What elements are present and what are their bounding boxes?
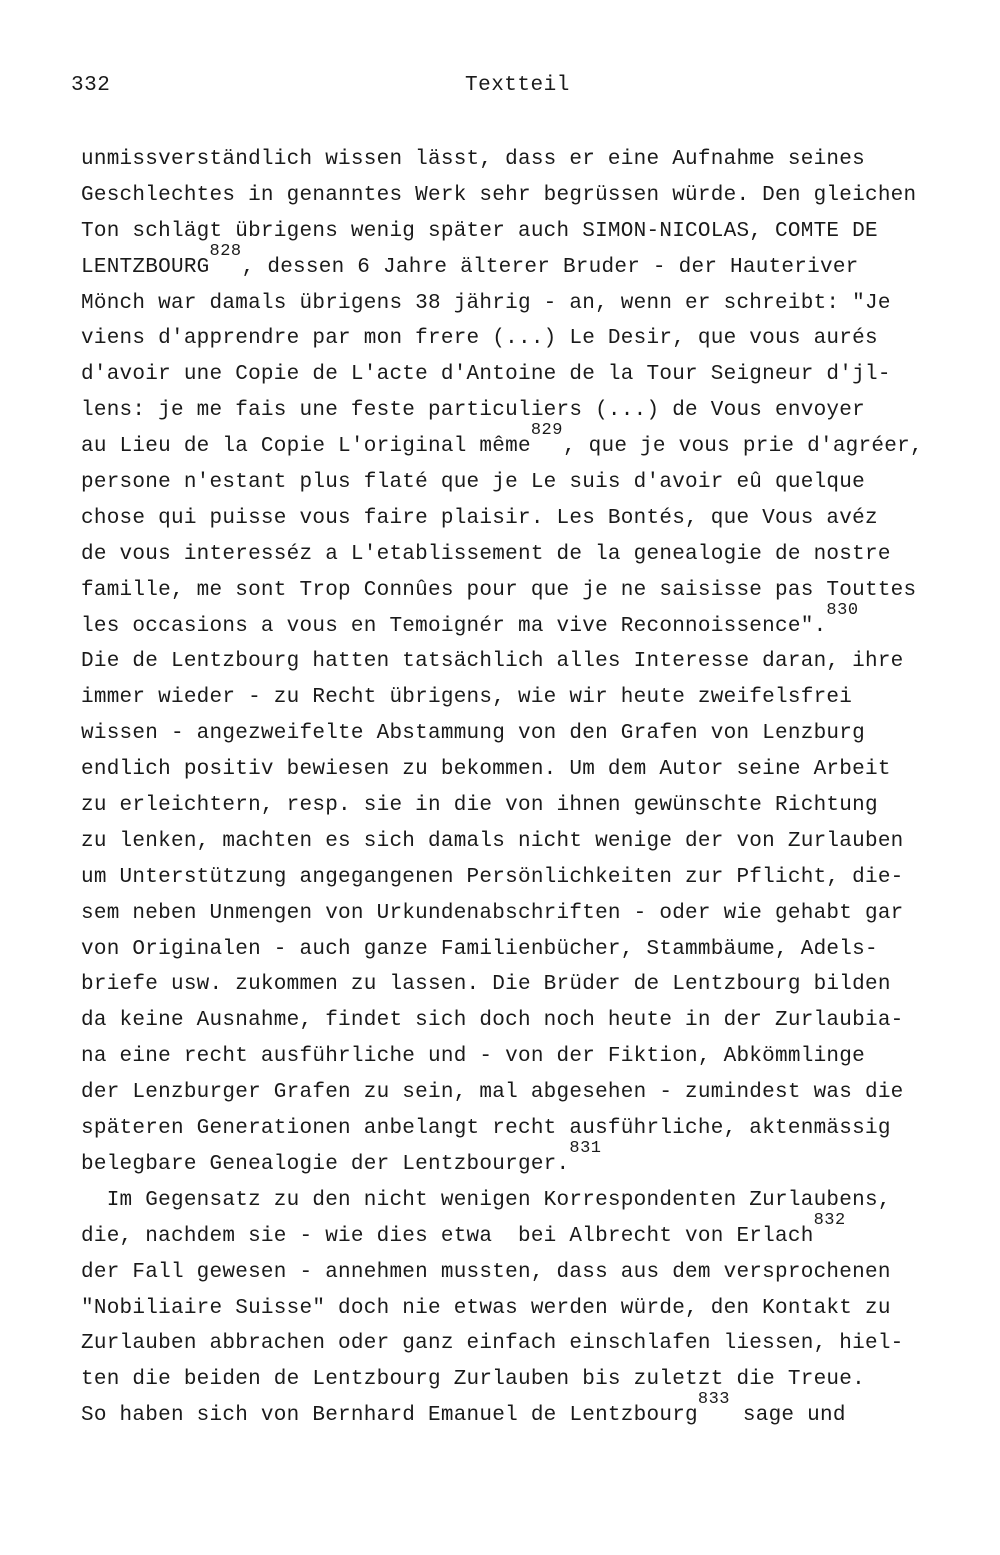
text-segment: Die de Lentzbourg hatten tatsächlich alles Interesse daran, ihre xyxy=(81,650,904,674)
text-line xyxy=(81,357,981,393)
text-line xyxy=(81,752,981,788)
text-segment: , dessen 6 Jahre älterer Bruder - der Hauteriver xyxy=(241,255,859,279)
text-line xyxy=(81,1291,981,1327)
text-segment: um Unterstützung angegangenen Persönlichkeiten zur Pflicht, die- xyxy=(81,865,904,889)
text-segment: wissen - angezweifelte Abstammung von den Grafen von Lenzburg xyxy=(81,722,865,746)
text-segment: da keine Ausnahme, findet sich doch noch heute in der Zurlaubia- xyxy=(81,1009,904,1033)
footnote-marker: 832 xyxy=(813,1210,846,1230)
text-segment: "Nobiliaire Suisse" doch nie etwas werden würde, den Kontakt zu xyxy=(81,1296,891,1320)
footnote-marker: 831 xyxy=(569,1138,602,1158)
text-segment: immer wieder - zu Recht übrigens, wie wir heute zweifelsfrei xyxy=(81,686,853,710)
text-line xyxy=(81,1183,981,1219)
text-segment: der Fall gewesen - annehmen mussten, dass aus dem versprochenen xyxy=(81,1260,891,1284)
body-text xyxy=(81,142,981,1434)
text-segment: Mönch war damals übrigens 38 jährig - an, wenn er schreibt: "Je xyxy=(81,291,891,315)
text-segment: Zurlauben abbrachen oder ganz einfach einschlafen liessen, hiel- xyxy=(81,1332,904,1356)
footnote-marker: 829 xyxy=(530,421,563,441)
text-line xyxy=(81,1255,981,1291)
text-segment: briefe usw. zukommen zu lassen. Die Brüder de Lentzbourg bilden xyxy=(81,973,891,997)
text-segment: d'avoir une Copie de L'acte d'Antoine de la Tour Seigneur d'jl- xyxy=(81,363,891,387)
text-segment: sage und xyxy=(730,1404,846,1428)
text-line xyxy=(81,967,981,1003)
text-line xyxy=(81,1326,981,1362)
text-line xyxy=(81,241,981,286)
text-segment: na eine recht ausführliche und - von der Fiktion, Abkömmlinge xyxy=(81,1045,865,1069)
text-line xyxy=(81,896,981,932)
text-segment: späteren Generationen anbelangt recht ausführliche, aktenmässig xyxy=(81,1117,891,1141)
text-segment: belegbare Genealogie der Lentzbourger. xyxy=(81,1152,570,1176)
text-segment: zu lenken, machten es sich damals nicht wenige der von Zurlauben xyxy=(81,829,904,853)
text-segment: LENTZBOURG xyxy=(81,255,210,279)
text-line xyxy=(81,1111,981,1147)
text-segment: unmissverständlich wissen lässt, dass er eine Aufnahme seines xyxy=(81,148,865,171)
text-line xyxy=(81,537,981,573)
text-segment: au Lieu de la Copie L'original même xyxy=(81,435,531,459)
text-segment: ten die beiden de Lentzbourg Zurlauben bis zuletzt die Treue. xyxy=(81,1368,865,1392)
text-line xyxy=(81,644,981,680)
text-segment: chose qui puisse vous faire plaisir. Les Bontés, que Vous avéz xyxy=(81,506,878,530)
text-line xyxy=(81,178,981,214)
footnote-marker: 833 xyxy=(697,1390,731,1410)
page-number: 332 xyxy=(71,74,111,97)
footnote-marker: 828 xyxy=(209,241,242,261)
text-line xyxy=(81,465,981,501)
text-segment: So haben sich von Bernhard Emanuel de Lentzbourg xyxy=(81,1404,698,1428)
text-segment: sem neben Unmengen von Urkundenabschriften - oder wie gehabt gar xyxy=(81,901,904,925)
text-segment: der Lenzburger Grafen zu sein, mal abgesehen - zumindest was die xyxy=(81,1081,904,1105)
text-segment: lens: je me fais une feste particuliers (...) de Vous envoyer xyxy=(81,399,865,423)
text-line xyxy=(81,1003,981,1039)
text-line xyxy=(81,1390,981,1434)
text-line xyxy=(81,501,981,537)
text-line xyxy=(81,421,981,465)
text-line xyxy=(81,1075,981,1111)
text-line xyxy=(81,824,981,860)
text-line xyxy=(81,286,981,322)
text-line xyxy=(81,600,981,645)
text-segment: endlich positiv bewiesen zu bekommen. Um dem Autor seine Arbeit xyxy=(81,758,891,782)
text-line xyxy=(81,788,981,824)
text-segment: Geschlechtes in genanntes Werk sehr begrüssen würde. Den gleichen xyxy=(81,183,917,207)
text-line xyxy=(81,1138,981,1183)
text-line xyxy=(81,716,981,752)
text-line xyxy=(81,321,981,357)
text-segment: persone n'estant plus flaté que je Le suis d'avoir eû quelque xyxy=(81,471,865,495)
text-segment: Ton schlägt übrigens wenig später auch SIMON-NICOLAS, COMTE DE xyxy=(81,219,878,243)
text-segment: famille, me sont Trop Connûes pour que je ne saisisse pas Touttes xyxy=(81,578,917,602)
text-line xyxy=(81,932,981,968)
text-line xyxy=(81,1210,981,1255)
footnote-marker: 830 xyxy=(826,600,859,620)
text-line xyxy=(81,680,981,716)
text-segment: les occasions a vous en Temoignér ma vive Reconnoissence". xyxy=(81,614,827,638)
text-line xyxy=(81,1362,981,1398)
text-segment: viens d'apprendre par mon frere (...) Le Desir, que vous aurés xyxy=(81,327,878,351)
text-line xyxy=(81,860,981,896)
running-title: Textteil xyxy=(465,74,570,97)
text-line xyxy=(81,142,981,178)
text-segment: von Originalen - auch ganze Familienbücher, Stammbäume, Adels- xyxy=(81,937,878,961)
text-segment: , que je vous prie d'agréer, xyxy=(562,435,923,459)
text-segment: zu erleichtern, resp. sie in die von ihnen gewünschte Richtung xyxy=(81,794,878,818)
text-segment: Im Gegensatz zu den nicht wenigen Korrespondenten Zurlaubens, xyxy=(81,1188,891,1212)
text-segment: die, nachdem sie - wie dies etwa bei Albrecht von Erlach xyxy=(81,1224,814,1248)
text-line xyxy=(81,1039,981,1075)
text-segment: de vous interesséz a L'etablissement de la genealogie de nostre xyxy=(81,542,891,566)
